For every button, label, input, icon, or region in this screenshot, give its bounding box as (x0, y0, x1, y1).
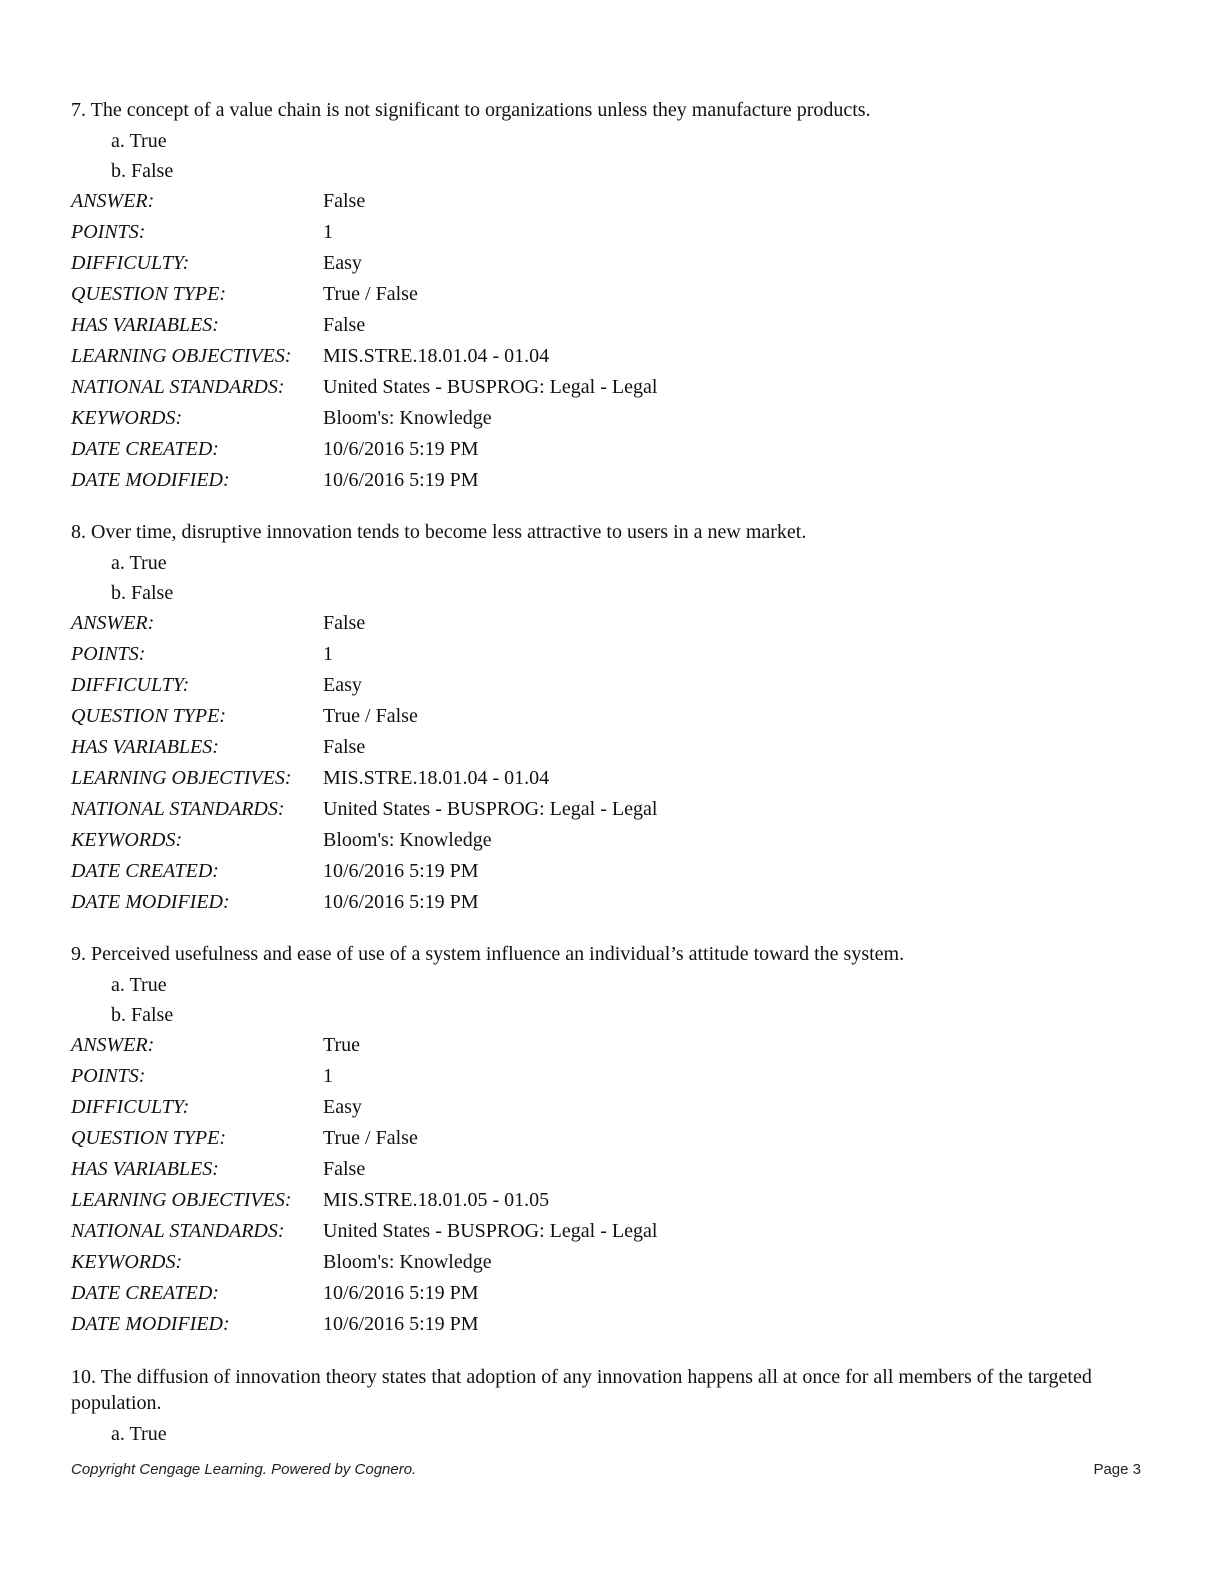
meta-label: NATIONAL STANDARDS: (71, 798, 285, 820)
meta-value: 1 (323, 1065, 333, 1087)
meta-value: 10/6/2016 5:19 PM (323, 469, 479, 491)
meta-row-answer (71, 1030, 657, 1061)
meta-row-points (71, 217, 657, 248)
meta-row-points (71, 639, 657, 670)
meta-row-difficulty (71, 1092, 657, 1123)
meta-label: KEYWORDS: (71, 407, 183, 429)
option-false: b. False (111, 582, 174, 604)
meta-row-date-created (71, 856, 657, 887)
meta-label: ANSWER: (71, 1034, 155, 1056)
meta-value: 10/6/2016 5:19 PM (323, 891, 479, 913)
meta-value: Easy (323, 252, 362, 274)
meta-value: United States - BUSPROG: Legal - Legal (323, 376, 658, 398)
meta-label: DATE MODIFIED: (71, 1313, 230, 1335)
meta-row-national-standards (71, 1216, 657, 1247)
meta-row-date-modified (71, 887, 657, 918)
meta-row-question-type (71, 701, 657, 732)
meta-row-date-modified (71, 465, 657, 496)
question-10 (71, 1364, 1151, 1449)
meta-value: 10/6/2016 5:19 PM (323, 860, 479, 882)
meta-label: POINTS: (71, 221, 146, 243)
meta-row-answer (71, 186, 657, 217)
option-false: b. False (111, 1004, 174, 1026)
meta-value: 10/6/2016 5:19 PM (323, 438, 479, 460)
meta-row-keywords (71, 403, 657, 434)
meta-row-has-variables (71, 310, 657, 341)
meta-label: HAS VARIABLES: (71, 314, 219, 336)
option-true: a. True (111, 552, 167, 574)
meta-value: Easy (323, 674, 362, 696)
meta-label: DIFFICULTY: (71, 1096, 190, 1118)
page-number: Page 3 (1093, 1461, 1141, 1478)
meta-row-has-variables (71, 732, 657, 763)
meta-label: DATE CREATED: (71, 860, 219, 882)
question-metadata (71, 186, 657, 496)
meta-value: False (323, 736, 366, 758)
meta-label: DATE MODIFIED: (71, 469, 230, 491)
meta-row-answer (71, 608, 657, 639)
meta-label: ANSWER: (71, 612, 155, 634)
question-metadata (71, 608, 657, 918)
meta-row-difficulty (71, 670, 657, 701)
meta-label: KEYWORDS: (71, 829, 183, 851)
meta-row-keywords (71, 825, 657, 856)
question-text: 8. Over time, disruptive innovation tends to become less attractive to users in a new market. (71, 521, 807, 543)
meta-value: United States - BUSPROG: Legal - Legal (323, 798, 658, 820)
meta-value: MIS.STRE.18.01.05 - 01.05 (323, 1189, 550, 1211)
meta-label: DATE MODIFIED: (71, 891, 230, 913)
meta-value: MIS.STRE.18.01.04 - 01.04 (323, 345, 550, 367)
meta-row-question-type (71, 279, 657, 310)
question-text: 9. Perceived usefulness and ease of use of a system influence an individual’s attitude toward the system. (71, 943, 905, 965)
meta-row-date-created (71, 1278, 657, 1309)
meta-label: LEARNING OBJECTIVES: (71, 767, 292, 789)
meta-label: DIFFICULTY: (71, 674, 190, 696)
meta-value: United States - BUSPROG: Legal - Legal (323, 1220, 658, 1242)
meta-label: KEYWORDS: (71, 1251, 183, 1273)
footer-copyright: Copyright Cengage Learning. Powered by Cognero. (71, 1461, 417, 1478)
meta-row-learning-objectives (71, 341, 657, 372)
meta-value: Bloom's: Knowledge (323, 829, 492, 851)
question-metadata (71, 1030, 657, 1340)
meta-value: True / False (323, 283, 418, 305)
meta-label: QUESTION TYPE: (71, 1127, 227, 1149)
meta-value: MIS.STRE.18.01.04 - 01.04 (323, 767, 550, 789)
meta-row-has-variables (71, 1154, 657, 1185)
meta-row-date-created (71, 434, 657, 465)
meta-value: Bloom's: Knowledge (323, 407, 492, 429)
meta-value: Easy (323, 1096, 362, 1118)
option-true: a. True (111, 1423, 167, 1445)
meta-value: 10/6/2016 5:19 PM (323, 1313, 479, 1335)
option-true: a. True (111, 974, 167, 996)
meta-label: QUESTION TYPE: (71, 705, 227, 727)
meta-row-points (71, 1061, 657, 1092)
meta-row-learning-objectives (71, 1185, 657, 1216)
meta-value: True (323, 1034, 361, 1056)
meta-value: 1 (323, 221, 333, 243)
question-text: 10. The diffusion of innovation theory states that adoption of any innovation happens all at once for all members of the targeted population. (71, 1366, 1092, 1414)
meta-value: False (323, 1158, 366, 1180)
meta-label: NATIONAL STANDARDS: (71, 1220, 285, 1242)
question-8 (71, 519, 1151, 918)
meta-value: Bloom's: Knowledge (323, 1251, 492, 1273)
meta-label: DIFFICULTY: (71, 252, 190, 274)
meta-value: False (323, 190, 366, 212)
meta-row-date-modified (71, 1309, 657, 1340)
meta-label: HAS VARIABLES: (71, 736, 219, 758)
meta-label: NATIONAL STANDARDS: (71, 376, 285, 398)
option-false: b. False (111, 160, 174, 182)
meta-label: POINTS: (71, 1065, 146, 1087)
meta-label: LEARNING OBJECTIVES: (71, 345, 292, 367)
meta-value: 1 (323, 643, 333, 665)
meta-label: ANSWER: (71, 190, 155, 212)
meta-row-learning-objectives (71, 763, 657, 794)
meta-label: HAS VARIABLES: (71, 1158, 219, 1180)
meta-row-national-standards (71, 372, 657, 403)
option-true: a. True (111, 130, 167, 152)
question-text: 7. The concept of a value chain is not significant to organizations unless they manufacture products. (71, 99, 871, 121)
meta-row-national-standards (71, 794, 657, 825)
meta-value: True / False (323, 1127, 418, 1149)
meta-value: False (323, 314, 366, 336)
question-9 (71, 941, 1151, 1340)
meta-row-question-type (71, 1123, 657, 1154)
meta-label: DATE CREATED: (71, 438, 219, 460)
meta-label: LEARNING OBJECTIVES: (71, 1189, 292, 1211)
meta-value: True / False (323, 705, 418, 727)
meta-value: 10/6/2016 5:19 PM (323, 1282, 479, 1304)
meta-label: QUESTION TYPE: (71, 283, 227, 305)
meta-label: DATE CREATED: (71, 1282, 219, 1304)
meta-row-keywords (71, 1247, 657, 1278)
meta-row-difficulty (71, 248, 657, 279)
question-7 (71, 97, 1151, 496)
meta-value: False (323, 612, 366, 634)
meta-label: POINTS: (71, 643, 146, 665)
